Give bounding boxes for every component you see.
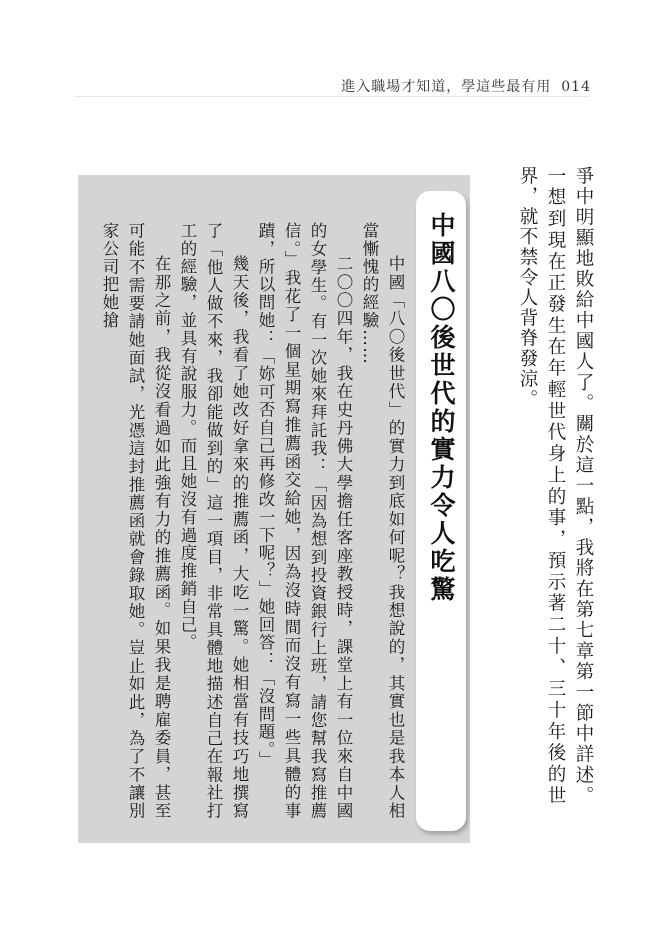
box-title: 中國八〇後世代的實力令人吃驚 bbox=[427, 212, 456, 604]
page-number: 014 bbox=[561, 79, 591, 95]
box-paragraph-2: 二〇〇四年，我在史丹佛大學擔任客座教授時，課堂上有一位來自中國的女學生。有一次她來拜託我：「因為想到投資銀行上班，請您幫我寫推薦信。」我花了一個星期寫推薦函交給她，因為沒時間而沒有寫一些具體的事蹟，所以問她：「妳可否自己再修改一下呢？」她回答：「沒問題。」 bbox=[256, 222, 353, 820]
book-title: 進入職場才知道，學這些最有用 bbox=[341, 79, 552, 95]
box-body-text bbox=[86, 222, 408, 820]
box-paragraph-1: 中國「八〇後世代」的實力到底如何呢？我想說的，其實也是我本人相當慚愧的經驗…… bbox=[360, 222, 405, 820]
main-body-text: 爭中明顯地敗給中國人了。關於這一點，我將在第七章第一節中詳述。一想到現在正發生在年輕世代身上的事，預示著二十、三十年後的世界，就不禁令人背脊發涼。 bbox=[517, 166, 594, 806]
running-header bbox=[341, 76, 591, 96]
box-paragraph-4: 在那之前，我從沒看過如此強有力的推薦函。如果我是聘雇委員，甚至可能不需要請她面試，光憑這封推薦函就會錄取她。豈止如此，為了不讓別家公司把她搶 bbox=[100, 222, 171, 820]
header-rule bbox=[74, 96, 590, 97]
box-paragraph-3: 幾天後，我看了她改好拿來的推薦函，大吃一驚。她相當有技巧地撰寫了「他人做不來，我卻能做到的」這一項目，非常具體地描述自己在報社打工的經驗，並具有說服力。而且她沒有過度推銷自己。 bbox=[178, 222, 249, 820]
